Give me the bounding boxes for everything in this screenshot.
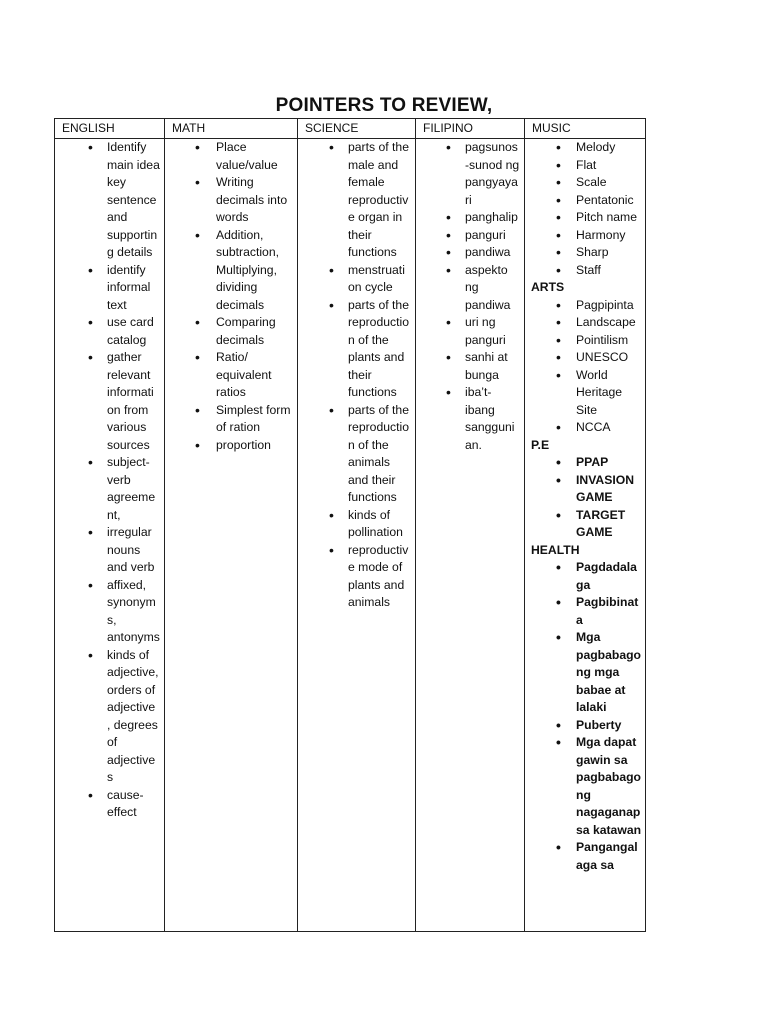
science-list bbox=[298, 139, 415, 612]
english-item: • use card catalog bbox=[55, 314, 164, 349]
math-item: • Writing decimals into words bbox=[165, 174, 297, 227]
health-items-item: • Mga dapat gawin sa pagbabagong nagaganap sa katawan bbox=[525, 734, 645, 839]
content-row bbox=[55, 139, 646, 932]
arts-items-item: • Landscape bbox=[525, 314, 645, 332]
english-item: • gather relevant information from various sources bbox=[55, 349, 164, 454]
filipino-item: • sanhi at bunga bbox=[416, 349, 524, 384]
music-items-item: • Melody bbox=[525, 139, 645, 157]
science-item: • menstruation cycle bbox=[298, 262, 415, 297]
arts-items-item: • Pointilism bbox=[525, 332, 645, 350]
filipino-cell bbox=[416, 139, 525, 932]
music-items-item: • Harmony bbox=[525, 227, 645, 245]
health-heading: HEALTH bbox=[531, 542, 580, 557]
english-list bbox=[55, 139, 164, 822]
music-items-item: • Pitch name bbox=[525, 209, 645, 227]
math-cell bbox=[165, 139, 298, 932]
english-cell bbox=[55, 139, 165, 932]
header-filipino: FILIPINO bbox=[416, 119, 525, 139]
math-item: • proportion bbox=[165, 437, 297, 455]
pe-heading: P.E bbox=[531, 437, 550, 452]
science-item: • parts of the male and female reproductive organ in their functions bbox=[298, 139, 415, 262]
math-item: • Place value/value bbox=[165, 139, 297, 174]
arts-heading: ARTS bbox=[531, 280, 565, 294]
english-item: • affixed, synonyms, antonyms bbox=[55, 577, 164, 647]
arts-items-item: • Pagpipinta bbox=[525, 297, 645, 315]
filipino-item: • pagsunos-sunod ng pangyayari bbox=[416, 139, 524, 209]
pe-items-item: • PPAP bbox=[525, 454, 645, 472]
math-list bbox=[165, 139, 297, 454]
math-item: • Comparing decimals bbox=[165, 314, 297, 349]
math-item: • Addition, subtraction, Multiplying, dividing decimals bbox=[165, 227, 297, 315]
music-cell bbox=[525, 139, 646, 932]
header-row bbox=[55, 119, 646, 139]
science-cell bbox=[298, 139, 416, 932]
english-item: • kinds of adjective, orders of adjective , degrees of adjectives bbox=[55, 647, 164, 787]
review-table bbox=[54, 118, 646, 932]
arts-list bbox=[525, 297, 645, 437]
filipino-list bbox=[416, 139, 524, 454]
health-items-item: • Pangangalaga sa bbox=[525, 839, 645, 874]
music-items-item: • Scale bbox=[525, 174, 645, 192]
science-item: • parts of the reproduction of the animals and their functions bbox=[298, 402, 415, 507]
filipino-item: • panguri bbox=[416, 227, 524, 245]
header-math: MATH bbox=[165, 119, 298, 139]
header-science: SCIENCE bbox=[298, 119, 416, 139]
health-list bbox=[525, 559, 645, 874]
filipino-item: • pandiwa bbox=[416, 244, 524, 262]
health-items-item: • Puberty bbox=[525, 717, 645, 735]
health-items-item: • Pagdadalaga bbox=[525, 559, 645, 594]
pe-items-item: • TARGET GAME bbox=[525, 507, 645, 542]
arts-items-item: • UNESCO bbox=[525, 349, 645, 367]
pe-items-item: • INVASION GAME bbox=[525, 472, 645, 507]
science-item: • reproductive mode of plants and animals bbox=[298, 542, 415, 612]
health-items-item: • Pagbibinata bbox=[525, 594, 645, 629]
english-item: • identify informal text bbox=[55, 262, 164, 315]
filipino-item: • aspekto ng pandiwa bbox=[416, 262, 524, 315]
english-item: • Identify main idea key sentence and supporting details bbox=[55, 139, 164, 262]
music-items-item: • Flat bbox=[525, 157, 645, 175]
science-item: • parts of the reproduction of the plants and their functions bbox=[298, 297, 415, 402]
english-item: • cause-effect bbox=[55, 787, 164, 822]
filipino-item: • iba’t-ibang sanggunian. bbox=[416, 384, 524, 454]
music-list bbox=[525, 139, 645, 279]
english-item: • irregular nouns and verb bbox=[55, 524, 164, 577]
page-title: POINTERS TO REVIEW, bbox=[275, 95, 493, 116]
header-english: ENGLISH bbox=[55, 119, 165, 139]
music-items-item: • Staff bbox=[525, 262, 645, 280]
header-music: MUSIC bbox=[525, 119, 646, 139]
filipino-item: • panghalip bbox=[416, 209, 524, 227]
english-item: • subject-verb agreement, bbox=[55, 454, 164, 524]
math-item: • Simplest form of ration bbox=[165, 402, 297, 437]
arts-items-item: • NCCA bbox=[525, 419, 645, 437]
pe-list bbox=[525, 454, 645, 542]
arts-items-item: • World Heritage Site bbox=[525, 367, 645, 420]
music-items-item: • Pentatonic bbox=[525, 192, 645, 210]
music-items-item: • Sharp bbox=[525, 244, 645, 262]
science-item: • kinds of pollination bbox=[298, 507, 415, 542]
math-item: • Ratio/ equivalent ratios bbox=[165, 349, 297, 402]
health-items-item: • Mga pagbabago ng mga babae at lalaki bbox=[525, 629, 645, 717]
filipino-item: • uri ng panguri bbox=[416, 314, 524, 349]
